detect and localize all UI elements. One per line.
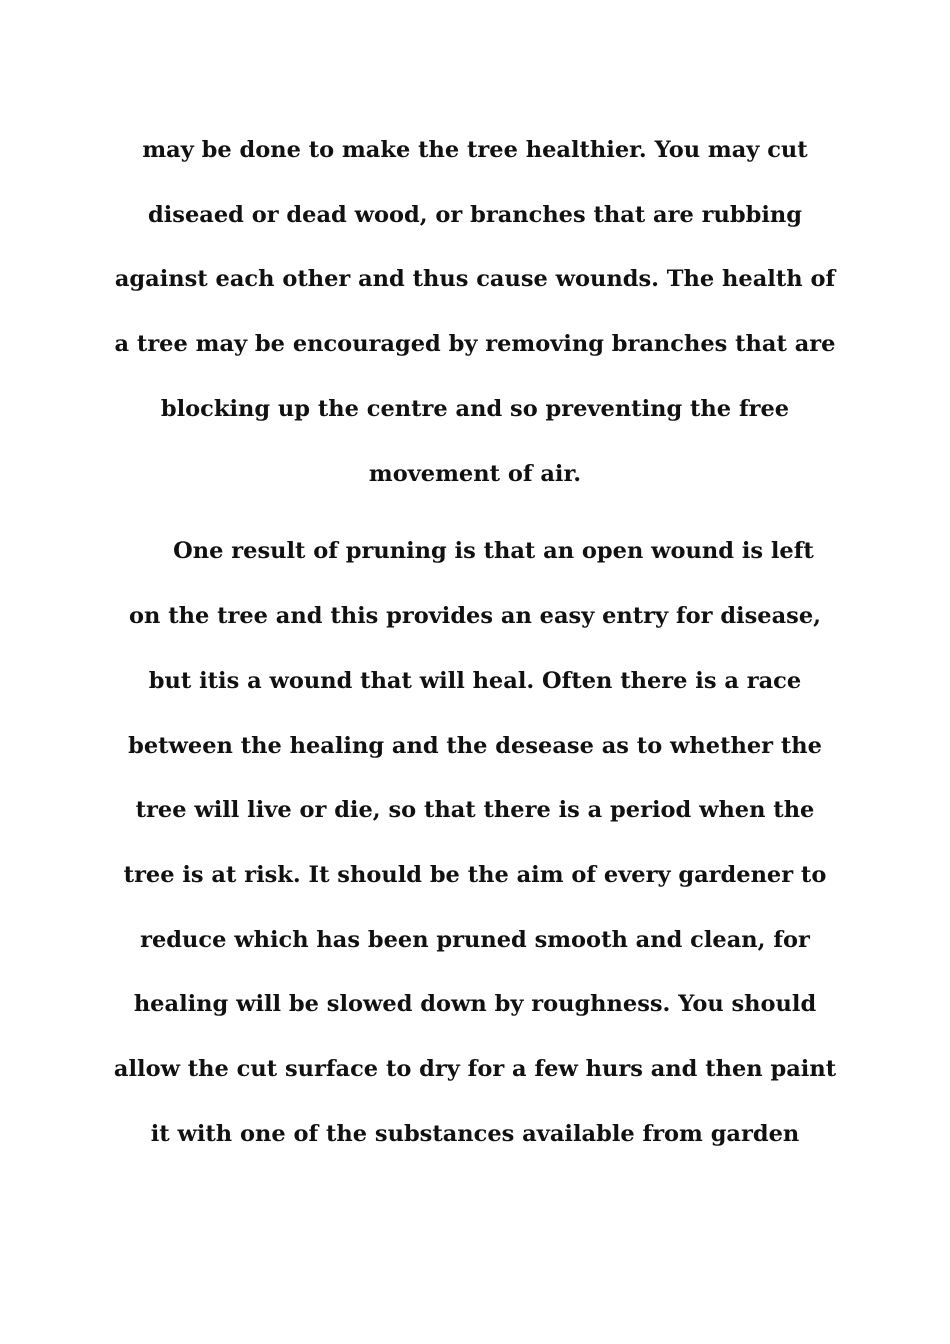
- text-line: may be done to make the tree healthier. You may cut: [142, 137, 808, 163]
- text-line: between the healing and the desease as to whether the: [128, 733, 822, 759]
- text-line: blocking up the centre and so preventing the free: [160, 396, 790, 422]
- text-line: tree is at risk. It should be the aim of every gardener to: [123, 862, 827, 888]
- text-line: reduce which has been pruned smooth and clean, for: [140, 927, 810, 953]
- text-line: on the tree and this provides an easy entry for disease,: [129, 603, 821, 629]
- text-line: tree will live or die, so that there is a period when the: [135, 797, 815, 823]
- text-line: movement of air.: [368, 461, 582, 487]
- text-line: healing will be slowed down by roughness. You should: [133, 991, 817, 1017]
- text-line: but itis a wound that will heal. Often there is a race: [148, 668, 802, 694]
- text-line: One result of pruning is that an open wound is left: [173, 538, 814, 564]
- text-line: diseaed or dead wood, or branches that are rubbing: [148, 202, 802, 228]
- text-line: against each other and thus cause wounds. The health of: [114, 266, 836, 292]
- text-line: allow the cut surface to dry for a few hurs and then paint: [113, 1056, 837, 1082]
- text-line: a tree may be encouraged by removing branches that are: [114, 331, 836, 357]
- text-line: it with one of the substances available from garden: [150, 1121, 800, 1147]
